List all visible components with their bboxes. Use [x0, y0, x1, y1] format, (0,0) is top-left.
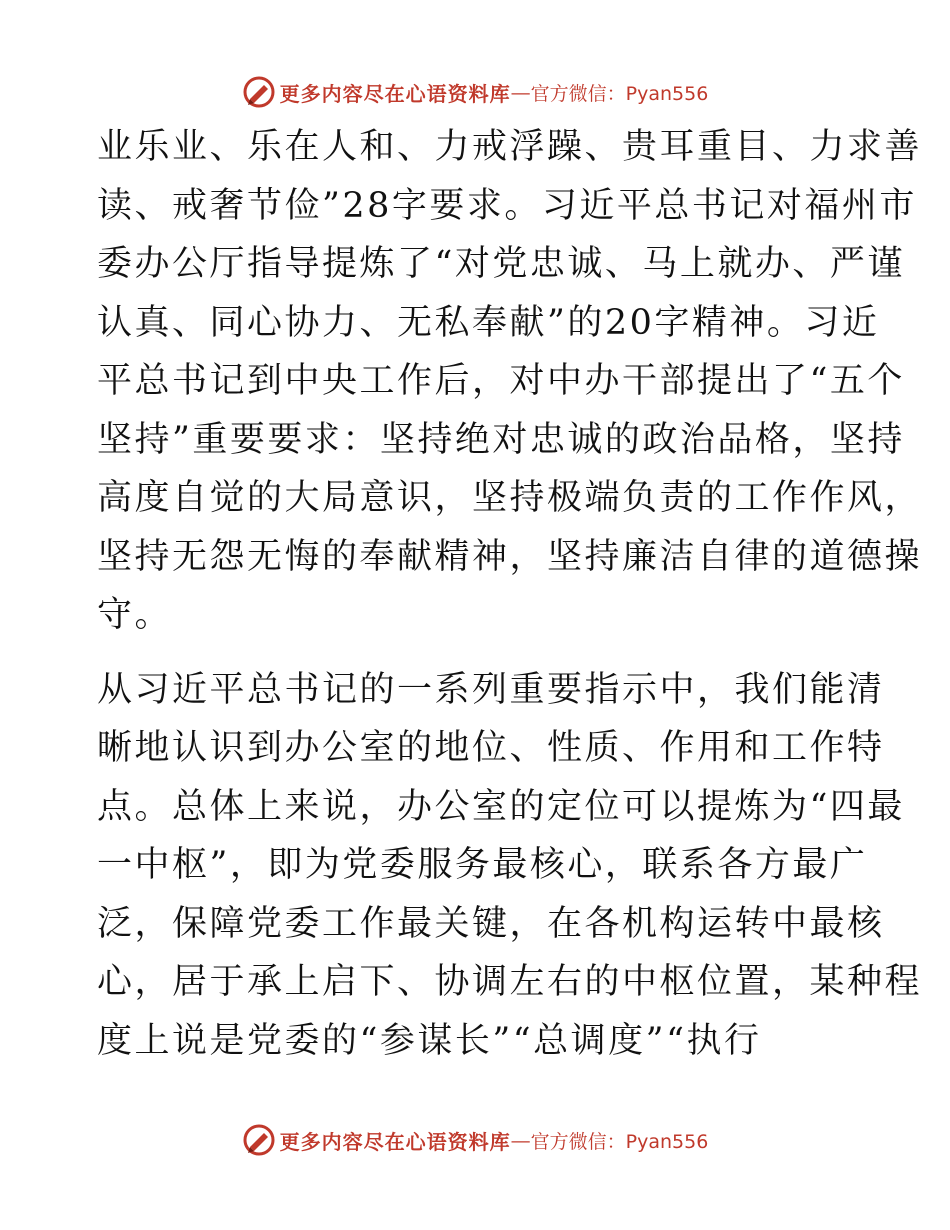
text-line: 从习近平总书记的一系列重要指示中，我们能清: [97, 669, 885, 710]
watermark-wechat-text: 官方微信：Pyan556: [530, 1130, 709, 1153]
text-line: 度上说是党委的“参谋长”“总调度”“执行: [97, 1020, 762, 1061]
paragraph-1: [97, 118, 923, 645]
text-line: 心，居于承上启下、协调左右的中枢位置，某种程: [97, 962, 923, 1002]
text-line: 晰地认识到办公室的地位、性质、作用和工作特: [97, 728, 885, 768]
pen-logo-icon: [242, 1123, 276, 1157]
text-line: 一中枢”，即为党委服务最核心，联系各方最广: [97, 845, 868, 885]
text-line: 委办公厅指导提炼了“对党忠诚、马上就办、严谨: [97, 244, 905, 284]
watermark-wechat-text: 官方微信：Pyan556: [530, 82, 709, 105]
paragraph-2: [97, 661, 923, 1071]
header-watermark: [0, 72, 950, 112]
text-line: 平总书记到中央工作后，对中办干部提出了“五个: [97, 361, 905, 401]
watermark-brand-text: 更多内容尽在心语资料库: [279, 81, 511, 106]
footer-watermark: [0, 1120, 950, 1160]
text-line: 点。总体上来说，办公室的定位可以提炼为“四最: [97, 786, 905, 827]
watermark-brand-text: 更多内容尽在心语资料库: [279, 1129, 511, 1154]
text-line: 读、戒奢节俭”28字要求。习近平总书记对福州市: [97, 185, 917, 226]
document-body: [97, 118, 923, 1070]
text-line: 高度自觉的大局意识，坚持极端负责的工作作风，: [97, 478, 923, 518]
watermark-separator: —: [510, 80, 531, 104]
text-line: 业乐业、乐在人和、力戒浮躁、贵耳重目、力求善: [97, 127, 923, 167]
text-line: 泛，保障党委工作最关键，在各机构运转中最核: [97, 903, 885, 944]
text-line: 坚持”重要要求：坚持绝对忠诚的政治品格，坚持: [97, 419, 905, 460]
watermark-separator: —: [510, 1128, 531, 1152]
text-line: 认真、同心协力、无私奉献”的20字精神。习近: [97, 302, 880, 343]
text-line: 守。: [97, 595, 173, 635]
text-line: 坚持无怨无悔的奉献精神，坚持廉洁自律的道德操: [97, 536, 923, 577]
pen-logo-icon: [242, 75, 276, 109]
